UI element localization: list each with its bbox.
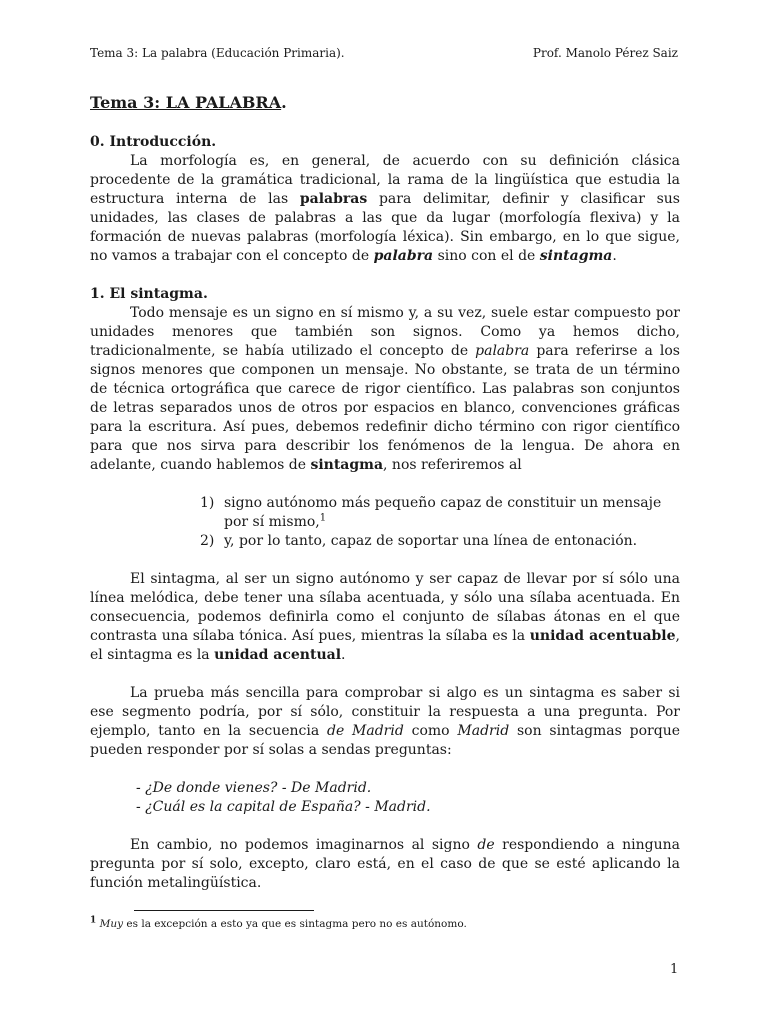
header-right: Prof. Manolo Pérez Saiz xyxy=(532,46,678,60)
footnote xyxy=(90,915,467,930)
italic-term: de xyxy=(477,837,495,853)
text-run: para referirse a los signos menores que componen un mensaje. No obstante, se trata de un término de técnica ortográfica que carece de rigor científico. Las palabras son conjuntos de letras separados unos de otros por espacios en blanco, convenciones gráficas para la escritura. Así pues, debemos redefinir dicho término con rigor científico para que nos sirva para describir los fenómenos de la lengua. De ahora en adelante, cuando hablemos de xyxy=(90,343,680,473)
document-title xyxy=(90,93,680,113)
bold-term: palabras xyxy=(299,191,368,207)
title-tail: . xyxy=(281,93,287,112)
dialog-line: - ¿Cuál es la capital de España? - Madrid. xyxy=(136,799,431,815)
header-left: Tema 3: La palabra (Educación Primaria). xyxy=(90,46,345,60)
list-number: 2) xyxy=(200,533,215,549)
footnote-separator xyxy=(134,910,314,911)
document-body xyxy=(90,93,680,893)
footnote-number: 1 xyxy=(90,915,97,926)
list-item xyxy=(90,532,680,551)
footnote-text: es la excepción a esto ya que es sintagma pero no es autónomo. xyxy=(123,918,467,930)
bold-term: unidad acentuable xyxy=(529,628,676,644)
bold-term: sintagma xyxy=(310,457,384,473)
section-heading-sintagma: 1. El sintagma. xyxy=(90,286,208,302)
footnote-ref: 1 xyxy=(319,512,327,524)
list-number: 1) xyxy=(200,495,215,511)
italic-term: palabra xyxy=(475,343,530,359)
list-text: signo autónomo más pequeño capaz de constituir un mensaje por sí mismo, xyxy=(224,495,662,530)
bold-term: unidad acentual xyxy=(214,647,342,663)
paragraph-sintagma-3 xyxy=(90,684,680,760)
italic-term: de Madrid xyxy=(326,723,404,739)
italic-term: Madrid xyxy=(457,723,510,739)
text-run: El sintagma, al ser un signo autónomo y ser capaz de llevar por sí sólo una línea melódica, debe tener una sílaba acentuada, y sólo una sílaba acentuada. En consecuencia, podemos definirla como el conjunto de sílabas átonas en el que contrasta una sílaba tónica. Así pues, mientras la sílaba es la xyxy=(90,571,680,644)
text-run: La morfología es, en general, de acuerdo con su definición clásica procedente de la gramática tradicional, la rama de la lingüística que estudia la estructura interna de las xyxy=(90,153,680,207)
example-dialog xyxy=(90,779,680,817)
text-run: son sintagmas porque pueden responder por sí solas a sendas preguntas: xyxy=(90,723,680,758)
paragraph-sintagma-4 xyxy=(90,836,680,893)
page-number: 1 xyxy=(670,962,679,977)
text-run: En cambio, no podemos imaginarnos al signo xyxy=(130,837,478,853)
text-run: . xyxy=(612,248,617,264)
text-run: para delimitar, definir y clasificar sus unidades, las clases de palabras a las que da lugar (morfología flexiva) y la formación de nuevas palabras (morfología léxica). Sin embargo, en lo que sigue, no vamos a trabajar con el concepto de xyxy=(90,191,680,264)
list-text: y, por lo tanto, capaz de soportar una línea de entonación. xyxy=(224,533,638,549)
text-run: respondiendo a ninguna pregunta por sí solo, excepto, claro está, en el caso de que se esté aplicando la función metalingüística. xyxy=(90,837,680,891)
list-item xyxy=(90,494,680,532)
section-heading-intro: 0. Introducción. xyxy=(90,134,217,150)
title-main: Tema 3: LA PALABRA xyxy=(90,93,282,112)
dialog-line: - ¿De donde vienes? - De Madrid. xyxy=(136,780,372,796)
italic-term: Muy xyxy=(99,918,124,930)
text-run: La prueba más sencilla para comprobar si algo es un sintagma es saber si ese segmento podría, por sí sólo, constituir la respuesta a una pregunta. Por ejemplo, tanto en la secuencia xyxy=(90,685,680,739)
bold-italic-term: palabra xyxy=(373,248,434,264)
text-run: , el sintagma es la xyxy=(90,628,680,663)
text-run: Todo mensaje es un signo en sí mismo y, a su vez, suele estar compuesto por unidades menores que también son signos. Como ya hemos dicho, tradicionalmente, se había utilizado el concepto de xyxy=(90,305,680,359)
paragraph-intro xyxy=(90,152,680,266)
definition-list xyxy=(90,494,680,551)
paragraph-sintagma-2 xyxy=(90,570,680,665)
bold-italic-term: sintagma xyxy=(539,248,613,264)
text-run: como xyxy=(403,723,458,739)
text-run: . xyxy=(341,647,346,663)
paragraph-sintagma-1 xyxy=(90,304,680,475)
text-run: , nos referiremos al xyxy=(383,457,522,473)
text-run: sino con el de xyxy=(433,248,540,264)
